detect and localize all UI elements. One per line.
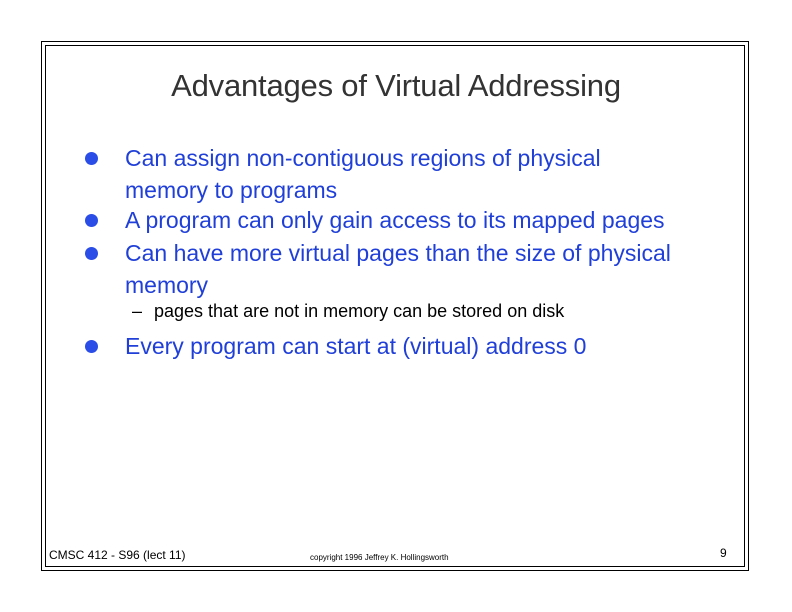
- bullet-dot-icon: [85, 152, 98, 165]
- bullet-line: memory: [125, 272, 209, 298]
- sub-bullet-text: pages that are not in memory can be stored on disk: [154, 301, 565, 321]
- footer-course: CMSC 412 - S96 (lect 11): [49, 548, 186, 562]
- page-number: 9: [720, 546, 727, 560]
- bullet-dot-icon: [85, 340, 98, 353]
- slide-title: Advantages of Virtual Addressing: [171, 68, 621, 103]
- bullet-line: Can assign non-contiguous regions of physical: [125, 145, 601, 171]
- bullet-text: [125, 204, 725, 236]
- dash-icon: –: [132, 301, 143, 321]
- bullet-line: Every program can start at (virtual) address 0: [125, 333, 587, 359]
- bullet-line: A program can only gain access to its mapped pages: [125, 207, 665, 233]
- footer-copyright: copyright 1996 Jeffrey K. Hollingsworth: [310, 553, 449, 562]
- bullet-item: [85, 142, 725, 206]
- bullet-line: memory to programs: [125, 177, 338, 203]
- bullet-text: [125, 330, 725, 362]
- bullet-line: Can have more virtual pages than the size of physical: [125, 240, 671, 266]
- bullet-text: [125, 237, 725, 301]
- bullet-dot-icon: [85, 247, 98, 260]
- bullet-dot-icon: [85, 214, 98, 227]
- sub-bullet: [132, 301, 564, 322]
- bullet-text: [125, 142, 725, 206]
